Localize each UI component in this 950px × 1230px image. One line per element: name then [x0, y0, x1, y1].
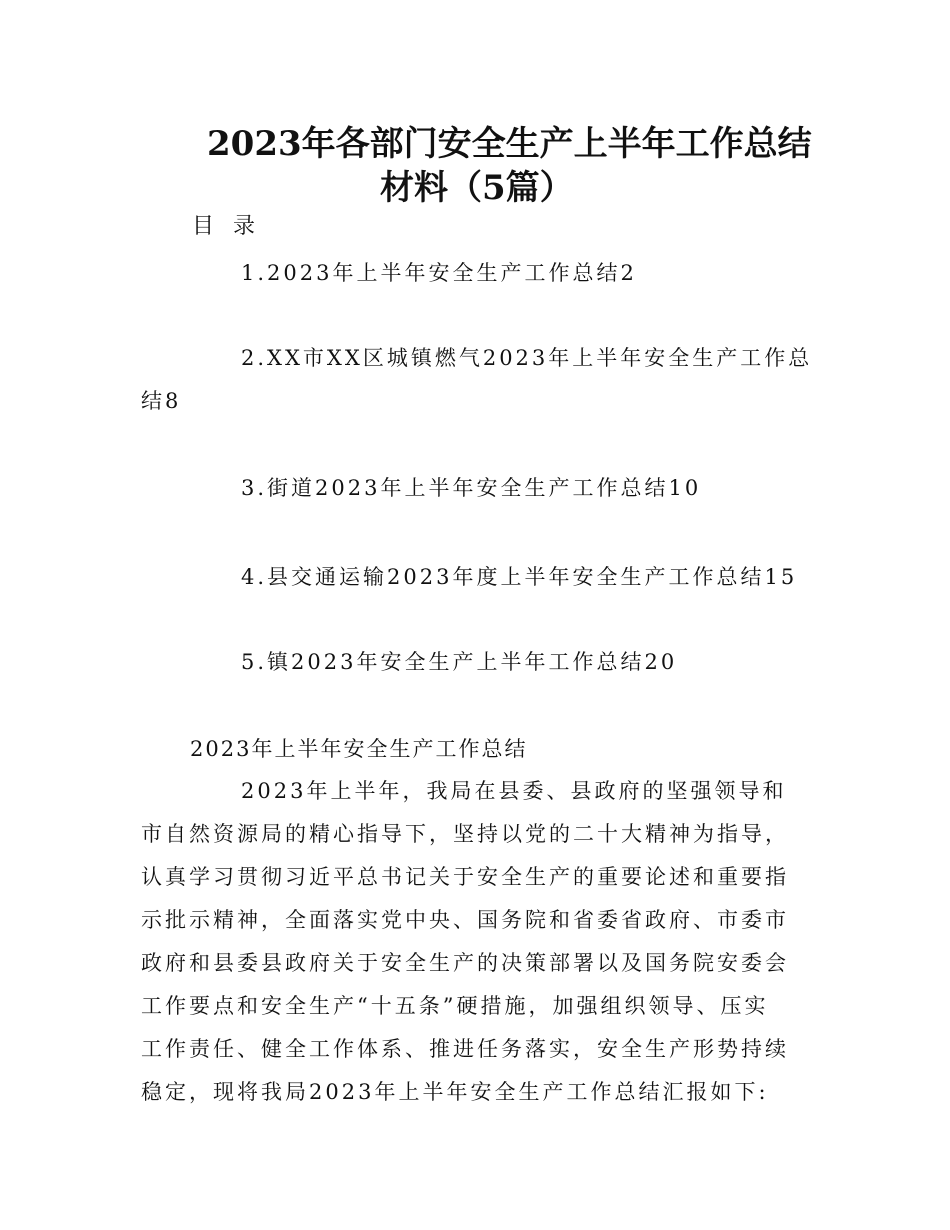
paragraph-line: 工作要点和安全生产“十五条”硬措施，加强组织领导、压实 — [141, 994, 769, 1018]
toc-item-3: 3.街道2023年上半年安全生产工作总结10 — [241, 476, 702, 500]
toc-item-1: 1.2023年上半年安全生产工作总结2 — [241, 261, 637, 285]
paragraph-line: 工作责任、健全工作体系、推进任务落实，安全生产形势持续 — [141, 1037, 789, 1061]
toc-item-5: 5.镇2023年安全生产上半年工作总结20 — [241, 650, 678, 674]
document-title-line-1: 2023年各部门安全生产上半年工作总结 — [207, 124, 812, 164]
paragraph-line: 2023年上半年，我局在县委、县政府的坚强领导和 — [241, 779, 787, 803]
paragraph-line: 市自然资源局的精心指导下，坚持以党的二十大精神为指导， — [141, 822, 789, 846]
paragraph-line: 示批示精神，全面落实党中央、国务院和省委省政府、市委市 — [141, 908, 789, 932]
toc-item-4: 4.县交通运输2023年度上半年安全生产工作总结15 — [241, 565, 798, 589]
toc-item-2: 2.XX市XX区城镇燃气2023年上半年安全生产工作总 — [241, 346, 813, 370]
section-title: 2023年上半年安全生产工作总结 — [190, 737, 528, 761]
document-title-line-2: 材料（5篇） — [380, 168, 574, 208]
paragraph-line: 认真学习贯彻习近平总书记关于安全生产的重要论述和重要指 — [141, 865, 789, 889]
paragraph-line: 稳定，现将我局2023年上半年安全生产工作总结汇报如下: — [141, 1080, 769, 1104]
toc-item-2-continued: 结8 — [141, 389, 182, 413]
paragraph-line: 政府和县委县政府关于安全生产的决策部署以及国务院安委会 — [141, 951, 789, 975]
toc-heading: 目 录 — [192, 214, 261, 239]
